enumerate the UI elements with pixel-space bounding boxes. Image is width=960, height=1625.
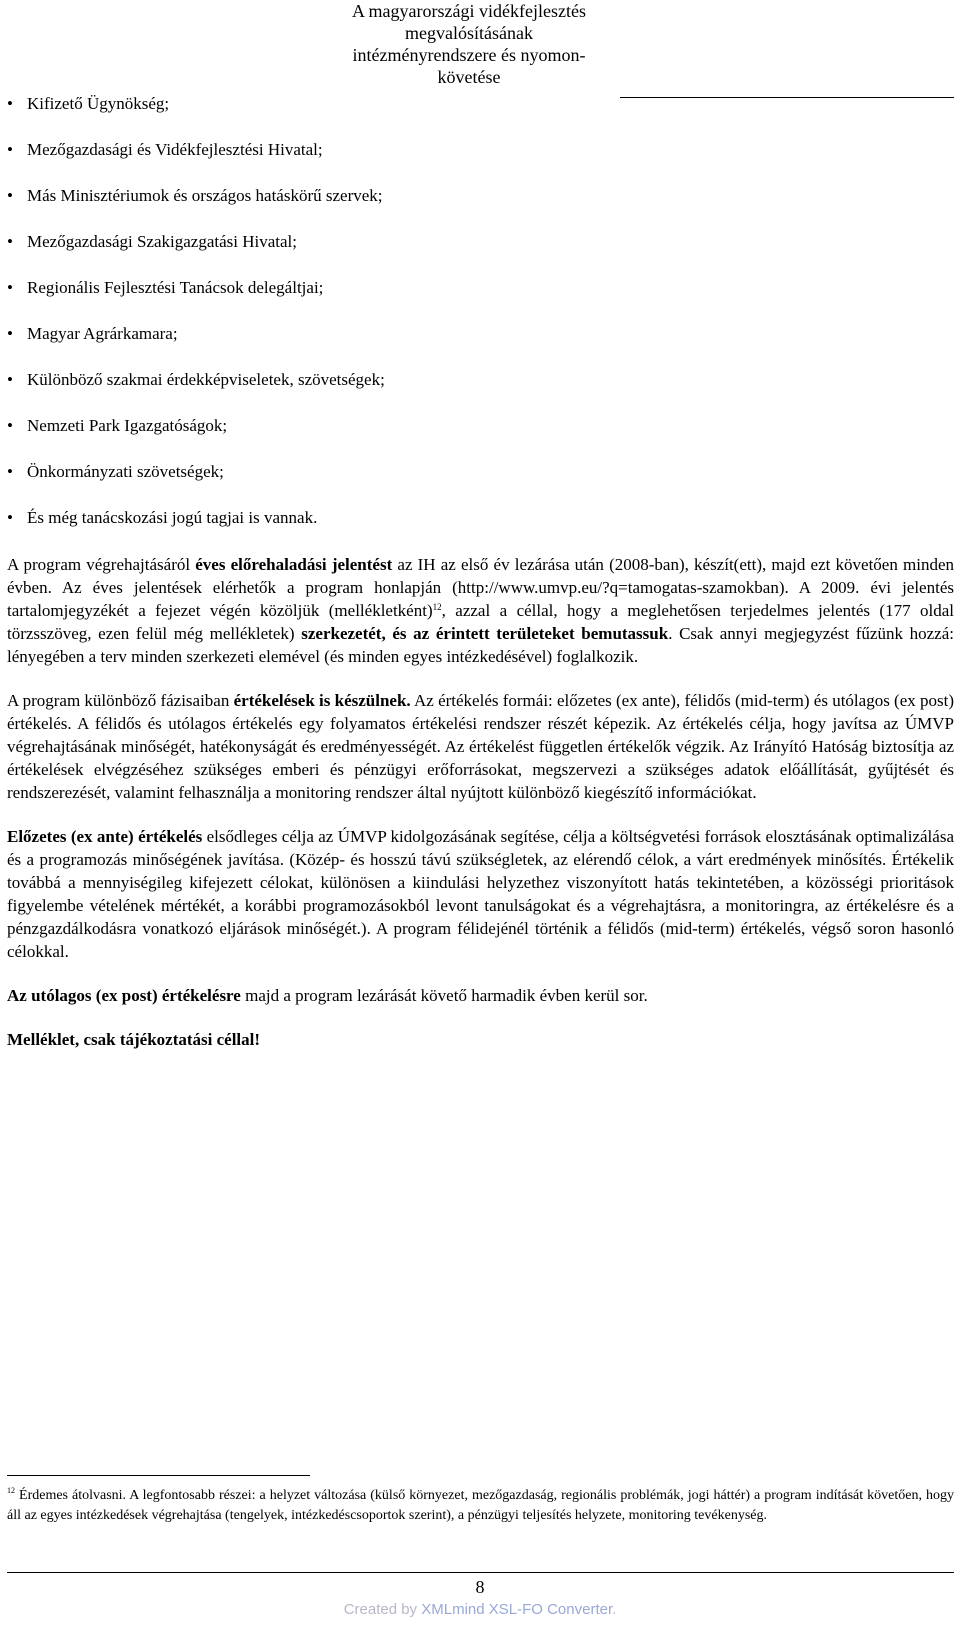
ex-post-paragraph: Az utólagos (ex post) értékelésre majd a program lezárását követő harmadik évben kerül sor. <box>7 986 648 1005</box>
bullet-icon: • <box>7 278 13 297</box>
bullet-icon: • <box>7 186 13 205</box>
header-line-4: követése <box>437 67 501 87</box>
list-item: • Nemzeti Park Igazgatóságok; <box>7 416 228 435</box>
footnote <box>7 1486 954 1526</box>
list-item: • Kifizető Ügynökség; <box>7 94 170 113</box>
ex-ante-paragraph: Előzetes (ex ante) értékelés elsődleges célja az ÚMVP kidolgozásának segítése, célja a költségvetési források elosztásának optimalizálása és a programozás minőségének javítása. (Közép- és hosszú távú szükségletek, az elérendő célok, a várt eredmények minősítés. Értékelik továbbá a mennyiségileg kifejezett célokat, különösen a kiindulási helyzethez viszonyított hatás tekintetében, a közösségi prioritások figyelembe vételének mértékét, a korábbi programozásokból levont tanulságokat és a végrehajtásra, a monitoringra, az értékelésre és a pénzgazdálkodásra vonatkozó eljárások minőségét.). A program félidejénél történik a félidős (mid-term) értékelés, végső soron hasonló célokkal. <box>7 827 954 961</box>
footer-divider <box>7 1572 954 1573</box>
bullet-icon: • <box>7 232 13 251</box>
converter-link[interactable]: XMLmind XSL-FO Converter <box>421 1601 613 1618</box>
bullet-icon: • <box>7 370 13 389</box>
list-item: • Önkormányzati szövetségek; <box>7 462 224 481</box>
running-header <box>318 0 620 88</box>
list-item: • Különböző szakmai érdekképviseletek, szövetségek; <box>7 370 385 389</box>
bullet-icon: • <box>7 462 13 481</box>
member-list <box>7 93 954 553</box>
list-item: • Más Minisztériumok és országos hatáskörű szervek; <box>7 186 383 205</box>
page-number: 8 <box>475 1577 485 1597</box>
bullet-icon: • <box>7 324 13 343</box>
list-item: • Mezőgazdasági és Vidékfejlesztési Hivatal; <box>7 140 323 159</box>
footnote-reference[interactable]: 12 <box>432 602 442 612</box>
header-line-1: A magyarországi vidékfejlesztés <box>352 1 586 21</box>
bullet-icon: • <box>7 416 13 435</box>
list-item: • Magyar Agrárkamara; <box>7 324 178 343</box>
footnote-number: 12 <box>7 1486 15 1495</box>
list-item: • Regionális Fejlesztési Tanácsok delegáltjai; <box>7 278 324 297</box>
evaluations-paragraph: A program különböző fázisaiban értékelések is készülnek. Az értékelés formái: előzetes (ex ante), félidős (mid-term) és utólagos (ex post) értékelés. A félidős és utólagos értékelés egy folyamatos értékelési rendszer részét képezik. Az értékelés célja, hogy javítsa az ÚMVP végrehajtásának minőségét, hatékonyságát és eredményességét. Az értékelést független értékelők végzik. Az Irányító Hatóság biztosítja az értékelések elvégzéséhez szükséges emberi és pénzügyi erőforrásokat, megszervezi a szükséges adatok előállítását, gyűjtését és rendszerezését, valamint felhasználja a monitoring rendszer által nyújtott különböző kiegészítő információkat. <box>7 691 955 802</box>
footnote-text: Érdemes átolvasni. A legfontosabb részei: a helyzet változása (külső környezet, mezőgazdaság, regionális problémák, jogi háttér) a program indítását követően, hogy áll az egyes intézkedések végrehajtása (tengelyek, intézkedéscsoportok szerint), a pénzügyi teljesítés helyzete, monitoring tevékenység. <box>7 1488 954 1523</box>
progress-report-paragraph: A program végrehajtásáról éves előrehaladási jelentést az IH az első év lezárása után (2008-ban), készít(ett), majd ezt követően minden évben. Az éves jelentések elérhetők a program honlapján (http://www.umvp.eu/?q=tamogatas-szamokban). A 2009. évi jelentés tartalomjegyzékét a fejezet végén közöljük (mellékletként)$^{12}$, azzal a céllal, hogy a meglehetősen terjedelmes jelentés (177 oldal törzsszöveg, ezen felül még mellékletek) szerkezetét, és az érintett területeket bemutassuk. Csak annyi megjegyzést fűzünk hozzá: lényegében a terv minden szerkezeti elemével (és minden egyes intézkedésével) foglalkozik. <box>7 555 954 666</box>
list-item: • Mezőgazdasági Szakigazgatási Hivatal; <box>7 232 297 251</box>
appendix-note: Melléklet, csak tájékoztatási céllal! <box>7 1030 261 1049</box>
bullet-icon: • <box>7 140 13 159</box>
bullet-icon: • <box>7 508 13 527</box>
footnote-divider <box>7 1475 310 1476</box>
header-line-2: megvalósításának <box>405 23 533 43</box>
header-line-3: intézményrendszere és nyomon- <box>352 45 586 65</box>
bullet-icon: • <box>7 94 13 113</box>
list-item: • És még tanácskozási jogú tagjai is vannak. <box>7 508 318 527</box>
page-content <box>7 93 954 1051</box>
converter-credit: Created by XMLmind XSL-FO Converter. <box>343 1601 617 1618</box>
